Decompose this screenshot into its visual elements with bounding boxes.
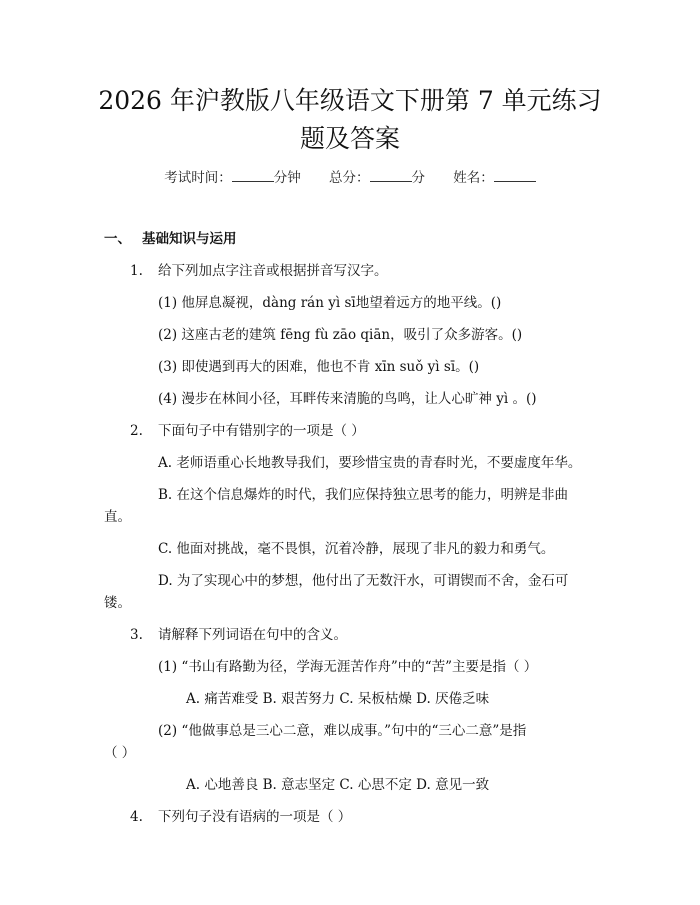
- score-label: 总分：: [329, 170, 370, 186]
- question-1-item-1: (1) 他屏息凝视，dàng rán yì sī地望着远方的地平线。(): [158, 295, 502, 311]
- time-label: 考试时间：: [164, 170, 232, 186]
- question-3-sub-2-options: A. 心地善良 B. 意志坚定 C. 心思不定 D. 意见一致: [186, 777, 490, 793]
- question-3-sub-2-continued: （ ）: [104, 745, 136, 761]
- question-2-option-d-continued: 镂。: [104, 595, 131, 611]
- time-unit: 分钟: [273, 170, 301, 186]
- question-2-option-a: A. 老师语重心长地教导我们，要珍惜宝贵的青春时光，不要虚度年华。: [158, 455, 582, 471]
- exam-meta: [0, 166, 700, 186]
- question-3: [130, 625, 347, 645]
- question-text: 下列句子没有语病的一项是（ ）: [158, 809, 352, 825]
- question-2-option-d: D. 为了实现心中的梦想，他付出了无数汗水，可谓锲而不舍，金石可: [158, 573, 569, 589]
- title-line-1: 2026 年沪教版八年级语文下册第 7 单元练习: [98, 86, 602, 115]
- question-1-item-4: (4) 漫步在林间小径，耳畔传来清脆的鸟鸣，让人心旷神 yì 。(): [158, 391, 537, 407]
- question-number: 3.: [130, 627, 143, 643]
- question-number: 4.: [130, 809, 143, 825]
- exam-time: [164, 166, 301, 186]
- question-1-item-3: (3) 即使遇到再大的困难，他也不肯 xīn suǒ yì sī。(): [158, 359, 480, 375]
- question-2-option-b: B. 在这个信息爆炸的时代，我们应保持独立思考的能力，明辨是非曲: [158, 487, 569, 503]
- exam-score: [329, 166, 425, 186]
- question-text: 请解释下列词语在句中的含义。: [158, 627, 347, 643]
- exam-name: [453, 166, 536, 186]
- question-text: 给下列加点字注音或根据拼音写汉字。: [158, 263, 388, 279]
- title-line-2: 题及答案: [299, 124, 400, 153]
- question-1-item-2: (2) 这座古老的建筑 fēng fù zāo qiān，吸引了众多游客。(): [158, 327, 523, 343]
- question-text: 下面句子中有错别字的一项是（ ）: [158, 423, 365, 439]
- question-number: 2.: [130, 423, 143, 439]
- section-number: 一、: [104, 231, 131, 247]
- question-3-sub-1: (1) “书山有路勤为径，学海无涯苦作舟”中的“苦”主要是指（ ）: [158, 659, 538, 675]
- question-2-option-c: C. 他面对挑战，毫不畏惧，沉着冷静，展现了非凡的毅力和勇气。: [158, 541, 555, 557]
- question-3-sub-1-options: A. 痛苦难受 B. 艰苦努力 C. 呆板枯燥 D. 厌倦乏味: [186, 691, 490, 707]
- question-2-option-b-continued: 直。: [104, 509, 131, 525]
- score-unit: 分: [411, 170, 425, 186]
- question-1: [130, 261, 388, 281]
- question-2: [130, 421, 365, 441]
- score-blank[interactable]: [370, 167, 412, 182]
- name-blank[interactable]: [494, 167, 536, 182]
- page-title: [70, 82, 630, 158]
- name-label: 姓名：: [453, 170, 494, 186]
- time-blank[interactable]: [232, 167, 274, 182]
- question-number: 1.: [130, 263, 143, 279]
- section-title: 基础知识与运用: [142, 231, 237, 247]
- question-4: [130, 807, 351, 827]
- section-heading: [104, 229, 237, 249]
- question-3-sub-2: (2) “他做事总是三心二意，难以成事。”句中的“三心二意”是指: [158, 723, 527, 739]
